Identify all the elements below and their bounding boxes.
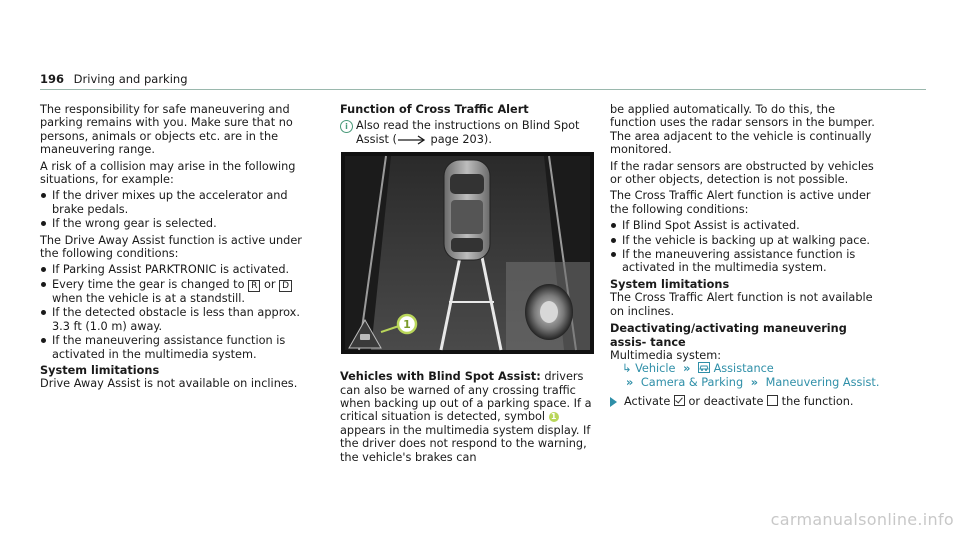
- unchecked-checkbox-icon: [767, 395, 778, 406]
- gear-text: Every time the gear is changed to: [52, 277, 245, 291]
- page-reference-arrow-icon: [397, 135, 427, 145]
- page-header: [40, 72, 188, 86]
- blind-spot-text-a: drivers can also be warned of any crossing traffic when backing up out of a parking space. If a critical situation is detected, symbol: [340, 370, 592, 424]
- cross-traffic-conditions: [610, 219, 880, 275]
- note-text: Also read the instructions on Blind Spot Assist (: [356, 119, 580, 146]
- list-item: If the driver mixes up the accelerator and brake pedals.: [40, 189, 312, 216]
- standstill-text: when the vehicle is at a standstill.: [52, 291, 246, 305]
- menu-arrow-icon: ↳: [622, 362, 632, 376]
- function-text: the function.: [781, 395, 854, 409]
- figure-callout: 1: [403, 318, 411, 332]
- risk-list: [40, 189, 312, 230]
- list-item: [40, 278, 312, 305]
- blind-spot-paragraph: [340, 370, 596, 464]
- system-limitations-heading: System limitations: [610, 277, 730, 291]
- drive-away-intro: The Drive Away Assist function is active under the following conditions:: [40, 233, 302, 261]
- brakes-paragraph: be applied automatically. To do this, the function uses the radar sensors in the bumper. The area adjacent to the vehicle is continually monitored.: [610, 103, 875, 157]
- menu-vehicle[interactable]: Vehicle: [635, 362, 676, 376]
- responsibility-paragraph: The responsibility for safe maneuvering and parking remains with you. Make sure that no persons, animals or objects etc. are in the maneuvering range.: [40, 103, 293, 157]
- system-limitations-heading: System limitations: [40, 363, 160, 377]
- menu-path-line-2: [610, 376, 880, 389]
- menu-maneuvering-assist[interactable]: Maneuvering Assist.: [765, 375, 880, 389]
- list-item: If the wrong gear is selected.: [40, 217, 312, 230]
- list-item: If the maneuvering assistance function is activated in the multimedia system.: [610, 248, 880, 275]
- list-item: If the detected obstacle is less than approx. 3.3 ft (1.0 m) away.: [40, 306, 312, 333]
- activate-text: Activate: [624, 395, 671, 409]
- action-arrow-icon: [610, 397, 617, 407]
- chevron-right-icon: »: [750, 375, 759, 389]
- cross-traffic-heading: Function of Cross Traffic Alert: [340, 103, 529, 116]
- chevron-right-icon: »: [683, 362, 691, 376]
- column-1: [40, 103, 312, 394]
- multimedia-label: Multimedia system:: [610, 348, 722, 362]
- deactivating-heading: Deactivating/activating maneuvering assis- tance: [610, 322, 847, 349]
- watermark: carmanualsonline.info: [770, 510, 954, 529]
- parking-camera-figure: [341, 152, 594, 354]
- page-reference-link[interactable]: page 203).: [430, 132, 492, 146]
- blind-spot-text-b: appears in the multimedia system display. If the driver does not respond to the warning, the vehicle's brakes can: [340, 423, 591, 464]
- cross-traffic-intro: The Cross Traffic Alert function is active under the following conditions:: [610, 189, 871, 216]
- gear-r-icon: R: [248, 280, 260, 292]
- gear-d-icon: D: [279, 280, 292, 292]
- list-item: If Parking Assist PARKTRONIC is activated.: [40, 263, 312, 276]
- system-limitations-text: The Cross Traffic Alert function is not available on inclines.: [610, 291, 873, 318]
- menu-camera-parking[interactable]: Camera & Parking: [640, 375, 744, 389]
- checked-checkbox-icon: [674, 395, 685, 406]
- chevron-right-icon: »: [626, 375, 634, 389]
- menu-path-line-1: [610, 362, 880, 375]
- system-limitations-text: Drive Away Assist is not available on inclines.: [40, 377, 298, 391]
- column-3: [610, 103, 880, 409]
- blind-spot-heading: Vehicles with Blind Spot Assist:: [340, 370, 541, 384]
- list-item: If the vehicle is backing up at walking pace.: [610, 234, 880, 247]
- list-item: If Blind Spot Assist is activated.: [610, 219, 880, 232]
- callout-badge: 1: [549, 412, 559, 422]
- info-note: [340, 119, 596, 146]
- menu-assistance[interactable]: Assistance: [713, 362, 774, 376]
- drive-away-conditions: [40, 263, 312, 360]
- activate-step: [610, 395, 880, 408]
- risk-intro: A risk of a collision may arise in the following situations, for example:: [40, 159, 296, 187]
- section-title: Driving and parking: [73, 72, 188, 86]
- header-rule: [40, 89, 926, 90]
- deactivate-text: or deactivate: [688, 395, 764, 409]
- radar-paragraph: If the radar sensors are obstructed by vehicles or other objects, detection is not possible.: [610, 159, 874, 187]
- list-item: If the maneuvering assistance function is activated in the multimedia system.: [40, 334, 312, 361]
- info-icon: i: [340, 120, 353, 133]
- column-2: [340, 103, 596, 467]
- car-icon: [698, 362, 710, 373]
- page-number: 196: [40, 72, 65, 86]
- or-text: or: [263, 277, 276, 291]
